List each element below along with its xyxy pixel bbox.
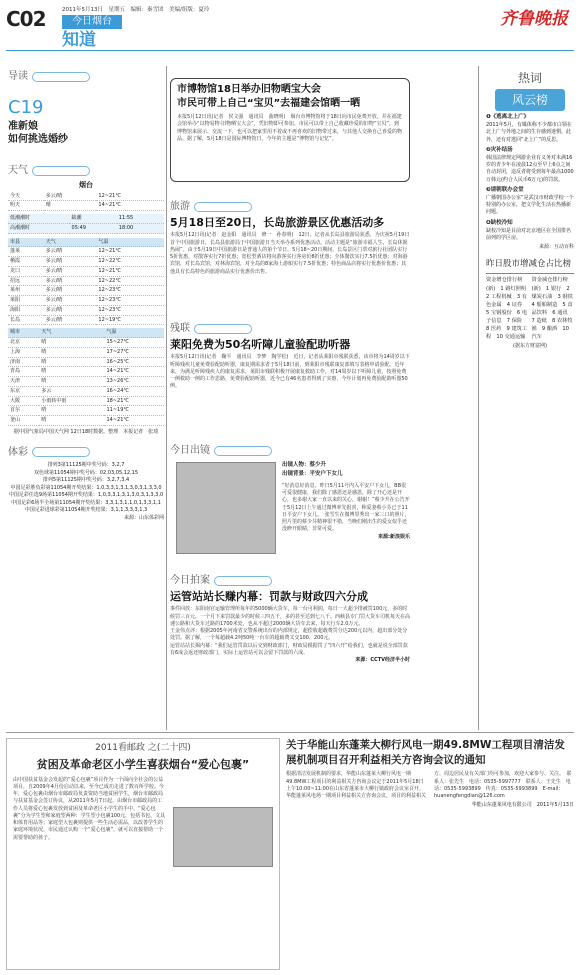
tourism-headline: 5月18日至20日，长岛旅游景区优惠活动多 (170, 215, 385, 229)
county-weather-table (8, 238, 164, 326)
notice-signature: 华能山东蓬莱风电有限公司 2011年5月13日 (471, 802, 574, 809)
postal-article (6, 738, 280, 970)
case-paragraph-3: 运管站站长揭内幕：“我们运管罚款以后交到财政部门，财政局根据罚了“四六开”给我们，也就是说全部罚款有6成会返还财政部门，实际上运管站可以会留下罚款的六成。 (170, 642, 408, 656)
column-divider (166, 66, 167, 730)
pill-decoration (194, 324, 252, 334)
list-item: 中国足彩胜负彩第11054期开奖结果：1,0,3,3,1,3,1,3,0,3,1,3,3,0 (10, 484, 162, 491)
list-item: ❶《逃离北上广》 2011年5月，有媒体称不少都市白领在北上广与外地之间的生存感到迷惘。此外，还有对逃回“北上广”的反思。 (486, 114, 572, 143)
pill-decoration (32, 72, 90, 82)
table-row: 莱州 多云/晴 12~23℃ (8, 286, 164, 296)
lead-story-box (170, 78, 410, 182)
lead-body: 本报5月12日讯(记者 侯文强 通讯员 曲晓明) 烟台市博物馆将于18日向市民免费开放，并在福建会馆举办“以物易物·旧物晒宝大会”，凭旧物即可参加。市民可以带上自己收藏珍爱的旧物“宝贝”，到博物馆来展示、交流一下，也可以把家里用不着或不再喜欢的旧物带过来，与其他人交换自己喜爱的物品。据了解，5月18日是国际博物馆日，今年的主题是“博物馆与记忆”。 (177, 114, 403, 142)
today-appearance-article (170, 444, 410, 564)
list-item: 排列3第11125期中奖号码：3,2,7 (47, 462, 125, 469)
list-item: ❸请朝联办会堂 广播朝国办公室“是武汉市财政学校一个特别的办公室，把文学化生活在热播新问题。 (486, 186, 574, 216)
appearance-body: “好消息好消息，昨日5月11号内入平安户下女儿，BB很可爱很健康，我们除了感恩还是感恩，除了开心还是开心，也多谢大家一直以来的关心，谢谢！”蔡少升在公告开于5月12日上午通过微博率先报喜，称爱妻蔡小芬已于11日平安户下女儿。 张雪生在微博里秀出一家三口的照片，照片里的蔡少芬精神很不错，当晚们刚出生的爱女似乎还没睁开眼睛，非常可爱。 (282, 482, 410, 533)
table-row: 首尔 晴 11~19℃ (8, 406, 164, 416)
case-section-label: 今日拍案 (170, 575, 210, 586)
guide-title: 导读 (8, 71, 28, 82)
list-item: ❷灾补结汤 韩国法律规定网游企业有义务对未满16岁的青少年在凌晨12点至早上6点之间自动封闭，违反者将受到每年最高1000万韩元(约合人民币6万元)的罚款。 (486, 146, 574, 183)
stock-stats-source: (据东方财富网) (513, 342, 547, 349)
disability-body: 本报5月12日讯(记者 鞠平 通讯员 李梦 陶学松) 近日，记者从莱阳市残联获悉，该市将为14周岁以下听障残疾儿童免费验配助听器，康复期需求者于5月18日前，到莱阳市残联康复部填写表格申请验配。近年来，为满足听障残疾人的康复需求，莱阳市残联积极开展康复救助工作，对14周岁以下听障儿童，按照免费一例救助一例的工作思路，免费验配助听器，近今已有46名患者得到了实惠，今年计划再免费验配助听器50例。 (170, 354, 410, 390)
table-row: 东京 多云 16~24℃ (8, 386, 164, 396)
guide-headline-2: 如何挑选婚纱 (8, 133, 68, 145)
disability-headline: 莱阳免费为50名听障儿童验配助听器 (170, 337, 351, 351)
newspaper-logo: 齐鲁晚报 (500, 9, 568, 29)
section-label: 今日烟台 (62, 15, 122, 29)
table-row: 蓬莱 多云/晴 12~21℃ (8, 247, 164, 257)
bottom-rule (6, 732, 574, 733)
tourism-article (170, 200, 410, 276)
hot-words-banner: 风云榜 (495, 89, 565, 111)
postal-photo (173, 807, 273, 867)
notice-body: 根据清洁发展机制的要求，华能山东蓬莱大柳行风电一期49.8MW工程项目的利益相关方咨询会议定于2011年5月18日上午10:00~11:00在山东省蓬莱市大柳行镇政府会议室召开。华能蓬莱风电场一期项目利益相关方咨询会议，项目的利益相关方、周边居民及有关部门均可参加，欢迎大家参与、关注。 联系人：张先生 电话：0535-5997777 联系人：王先生 电话：0535-5993899 传真：0535-5993899 E-mail：huanengfengdian@126.com (286, 771, 572, 800)
postal-headline: 贫困及革命老区小学生喜获烟台“爱心包裹” (36, 758, 250, 772)
table-row: 济南 晴 16~25℃ (8, 357, 164, 367)
disability-article (170, 322, 410, 391)
tourism-body: 本报5月12日讯(记者 赵金阳 通讯员 修一 孙春明) 12日，记者从长岛县旅游局获悉，为庆祝5月19日首个中国旅游日，长岛县旅游局于中国旅游日当天举办系列优惠活动。活动主题是“旅游幸福人生，长岛休娱热闹”。由于5月19日中国旅游日是普通人的第个节日，5月18~20日期间，长岛景区门票对旅行社团队实行5折优惠，对散客实行7折优惠；宽松型酒店将向游客实行客房价8折优惠；全体餐饮实行7.5折优惠；对海港宾馆，对长岛宾馆，对林海宾馆，对全岛的8家海上游船实行7.5折优惠；特色商品店将实行优惠价优惠；其他具有长岛特色的旅游商品实行优惠价出售。 (170, 232, 410, 275)
table-row: 上海 晴 17~27℃ (8, 347, 164, 357)
hot-words-title: 热词 (517, 71, 542, 85)
weather-source: 据中国气象局中国天气网 12日18时数据。整理 本报记者 张琦 (13, 428, 159, 435)
notice-headline: 关于华能山东蓬莱大柳行风电一期49.8MW工程项目清洁发展机制项目召开利益相关方咨询会议的通知 (286, 739, 565, 766)
pill-decoration (194, 202, 252, 212)
list-item: 来源：山东体彩网 (123, 514, 164, 521)
right-column (486, 70, 578, 350)
case-paragraph-1: 事件回放：东阳南官运输管理所每年的5000辆大货车，每一台可利润，每日一大超少排被罚100元，多的时候罚三百元。一个月下来罚款最少的时候三四五千，多的甚至达到七八千。西峡县专门罚大货车司机每天在高速公路和大货车过路的1700米处，也从不超过2000辆大货车去来，每天行车2.0万元。 (170, 606, 411, 627)
appearance-source: 来源:新浪娱乐 (377, 533, 410, 540)
disability-section-label: 残联 (170, 323, 190, 334)
page-number: C02 (6, 7, 46, 31)
pill-decoration (214, 576, 272, 586)
postal-series: 2011看邮政 之(二十四) (95, 743, 191, 753)
stock-stats-title: 昨日股市增减仓占比榜 (486, 258, 572, 269)
celebrity-photo (176, 462, 276, 554)
list-item: 排列5第11125期中奖号码：3,2,7,3,4 (42, 477, 130, 484)
lead-headline-1: 市博物馆18日举办旧物晒宝大会 (177, 84, 321, 95)
table-row: 天津 晴 13~26℃ (8, 377, 164, 387)
table-row: 高潮潮时 05:49 18:00 (8, 223, 164, 233)
appearance-section-label: 今日出镜 (170, 445, 210, 456)
pill-decoration (32, 166, 90, 176)
table-row: 釜山 晴 14~21℃ (8, 416, 164, 426)
stock-increase-list: 资金增仓排行榜(新) 1 路灯照明 2 工程机械 3 有色金属 4 证券 5 宝钢股份 6 电子信息 7 保险 8 医药 9 建筑工程 10 交通运输 (486, 277, 532, 340)
lead-headline-2: 市民可带上自己“宝贝”去福建会馆晒一晒 (177, 97, 361, 109)
list-item: 中国足彩进球彩第11054期开奖结果：3,1,1,3,3,3,1,3 (24, 507, 148, 514)
appearance-person: 出镜人物：蔡少升 (282, 462, 327, 468)
list-item: 中国足彩6场半全场第11054期开奖结果：3,3,1,3,1,1,0,1,3,3,1,1 (11, 499, 161, 506)
table-row: 招远 多云/晴 12~22℃ (8, 276, 164, 286)
left-column (8, 70, 164, 522)
table-row: 今天 多云/晴 12~21℃ (8, 192, 164, 201)
case-headline: 运管站站长赚内幕：罚款与财政四六分成 (170, 589, 368, 603)
table-row: 青岛 晴 14~21℃ (8, 367, 164, 377)
lottery-list (8, 462, 164, 522)
case-paragraph-2: 王金伟点评：根据2005年河南省交警系统出台的内部规定，超偿收超载费罚分达200元以内，超出部分处分处罚。据了解，一个每超载4.2吨50吨一台车的超载费又交100、200元。 (170, 628, 408, 642)
city-weather-table (8, 328, 164, 426)
table-header: 城市 天气 气温 (8, 328, 164, 337)
list-item: 中国足彩任选9场第11054期开奖结果：1,0,3,3,1,3,1,3,0,3,1,3,3,0 (8, 492, 164, 499)
guide-headline-1: 准新娘 (8, 120, 38, 132)
hot-words-source: 来源：互动百科 (538, 244, 574, 251)
section-title: 知道 (62, 30, 96, 50)
tide-table (8, 214, 164, 234)
tourism-section-label: 旅游 (170, 201, 190, 212)
stock-stats-table (486, 273, 578, 341)
stock-decrease-list: 资金减仓排行榜(新) 1 银行 2 煤炭石油 3 钢铁 4 船舶制造 5 食品饮料 6 通讯 7 造纸 8 农林牧渔 9 酿酒 10 汽车 (531, 277, 578, 340)
table-row: 莱阳 多云/晴 12~23℃ (8, 296, 164, 306)
list-item: 双色球第11054期中奖号码：02,03,05,12,15 (33, 469, 139, 476)
table-row: 长岛 多云/晴 12~19℃ (8, 315, 164, 325)
pill-decoration (214, 446, 272, 456)
lottery-title: 体彩 (8, 446, 28, 458)
weather-title: 天气 (8, 164, 28, 176)
date-editor-line: 2011年5月13日 星期五 编辑：秦雪团 美编/组版：夏玲 (62, 7, 210, 13)
masthead-rule (6, 50, 574, 51)
case-source: 来源：CCTV经济半小时 (355, 657, 410, 664)
table-row: 栖霞 多云/晴 12~22℃ (8, 257, 164, 267)
table-row: 大阪 小雨转中雨 18~21℃ (8, 396, 164, 406)
weather-city: 烟台 (79, 181, 93, 190)
notice-article (286, 738, 574, 970)
table-header: 市县 天气 气温 (8, 238, 164, 247)
column-divider (478, 66, 479, 730)
table-row: 龙口 多云/晴 12~21℃ (8, 266, 164, 276)
table-row: 海阳 多云/晴 12~23℃ (8, 305, 164, 315)
pill-decoration (32, 447, 90, 457)
table-row: 低潮潮时 缺潮 11:55 (8, 214, 164, 223)
postal-body: 由中国扶贫基金会发起的“爱心包裹”项目作为一个面向全社会的公益项目，自2009年4月份启动以来，至今已成功走进了数百所学校。今年，爱心包裹由烟台市邮政局负责资助当地贫困学生，烟台市邮政局与扶贫基金会签订协议，从2011年5月7日起，由烟台市邮政局的工作人员将爱心包裹发放到贫困及革命老区小学生的手中。“爱心包裹”分为学生型和家庭型两种：学生型小包裹100元，包括书包、文具和体育用品等；家庭型大包裹则提供一些生活必需品，以改善学生的家庭环境状况。市民通过认购一个“爱心包裹”，就可以直接帮助一个需要帮助的孩子。 (13, 776, 166, 841)
table-row: 明天 晴 14~21℃ (8, 201, 164, 211)
forecast-table (8, 192, 164, 212)
table-row: 北京 晴 15~27℃ (8, 338, 164, 348)
page-ref: C19 (8, 96, 44, 118)
list-item: ❹缺校冷知 缺校冷知是目前对北京地区在全国排名前列的学区房。 (486, 219, 572, 241)
appearance-background: 出镜背景：平安户下女儿 (282, 471, 343, 478)
case-article (170, 574, 410, 664)
